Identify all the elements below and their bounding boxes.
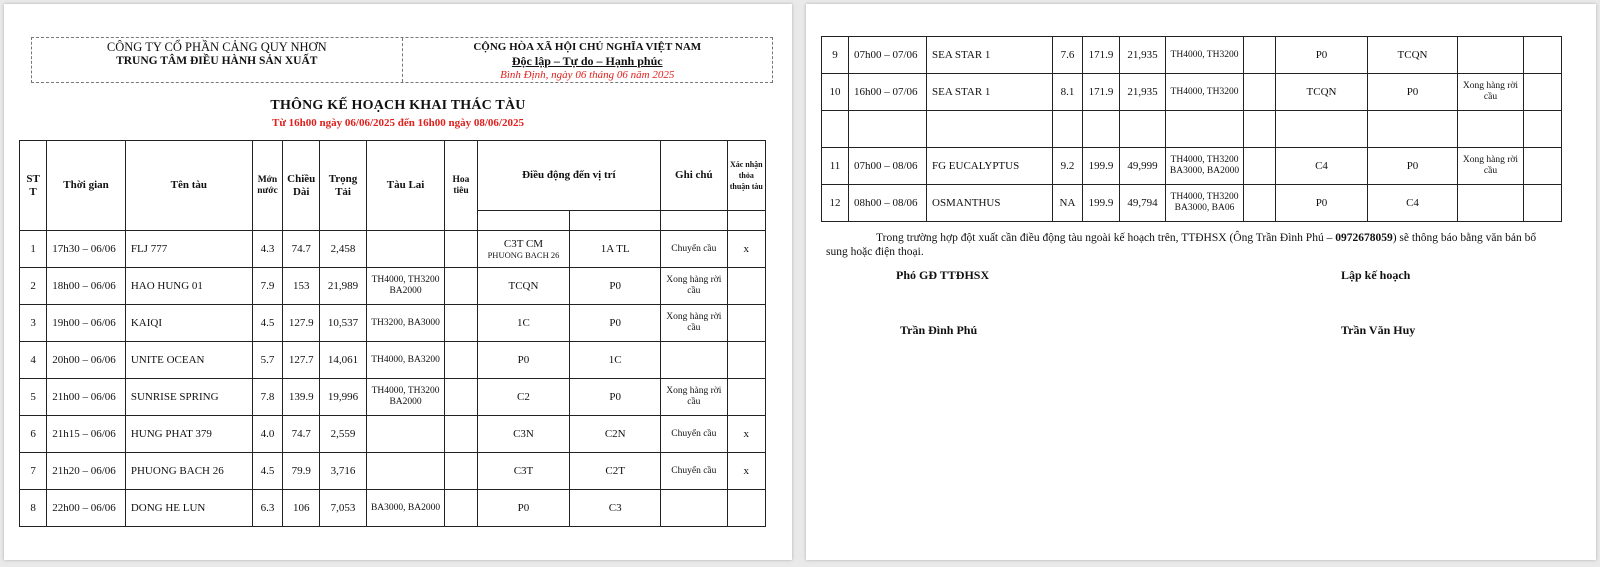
cell-draft: 4.5 (252, 453, 282, 490)
move-from-label: C3T CM (503, 237, 544, 250)
cell-length: 139.9 (283, 379, 320, 416)
cell-move-to: TCQN (1368, 37, 1458, 74)
cell-tonnage: 49,794 (1120, 185, 1166, 222)
cell-note (661, 490, 728, 527)
cell-draft: NA (1053, 185, 1083, 222)
cell-ship (927, 111, 1053, 148)
cell-time: 16h00 – 07/06 (849, 74, 927, 111)
cell-length: 199.9 (1083, 185, 1120, 222)
cell-time: 22h00 – 06/06 (47, 490, 126, 527)
cell-confirm (1524, 185, 1562, 222)
document-header (31, 37, 773, 83)
cell-length: 106 (283, 490, 320, 527)
cell-note (1458, 185, 1524, 222)
move-from-label: P0 (1315, 197, 1328, 209)
cell-ship: SEA STAR 1 (927, 74, 1053, 111)
cell-ship: DONG HE LUN (125, 490, 252, 527)
table-row (822, 185, 1562, 222)
cell-confirm: x (727, 416, 765, 453)
header-move: Điều động đến vị trí (477, 141, 660, 211)
table-row (20, 268, 766, 305)
header-ship: Tên tàu (125, 141, 252, 231)
cell-draft: 7.9 (252, 268, 282, 305)
signature-right-title: Lập kế hoạch (1341, 268, 1411, 282)
cell-pilot (1244, 148, 1276, 185)
cell-stt: 10 (822, 74, 849, 111)
cell-tonnage: 3,716 (320, 453, 366, 490)
cell-draft: 4.5 (252, 305, 282, 342)
cell-length: 199.9 (1083, 148, 1120, 185)
cell-move-to: C3 (570, 490, 661, 527)
cell-time: 21h15 – 06/06 (47, 416, 126, 453)
cell-tug (1166, 111, 1244, 148)
cell-confirm (727, 305, 765, 342)
cell-length (1083, 111, 1120, 148)
cell-move-to: P0 (570, 268, 661, 305)
table-row (20, 305, 766, 342)
cell-ship: KAIQI (125, 305, 252, 342)
move-from-label: C3N (513, 428, 534, 440)
cell-tug: TH4000, TH3200 (1166, 37, 1244, 74)
cell-move-from (1276, 148, 1368, 185)
cell-note (1458, 37, 1524, 74)
header-move-from (477, 211, 570, 231)
cell-time: 17h30 – 06/06 (47, 231, 126, 268)
move-from-label: C2 (517, 391, 530, 403)
cell-time: 07h00 – 07/06 (849, 37, 927, 74)
cell-draft: 9.2 (1053, 148, 1083, 185)
cell-stt: 1 (20, 231, 47, 268)
cell-time (849, 111, 927, 148)
cell-length: 79.9 (283, 453, 320, 490)
cell-stt: 5 (20, 379, 47, 416)
table-row (20, 342, 766, 379)
cell-move-from (477, 416, 570, 453)
cell-tug: TH4000, TH3200 BA2000 (366, 268, 445, 305)
cell-tonnage: 7,053 (320, 490, 366, 527)
cell-note: Xong hàng rời cầu (1458, 74, 1524, 111)
cell-tug: TH4000, TH3200 BA2000 (366, 379, 445, 416)
cell-move-to: C2N (570, 416, 661, 453)
document-page-2 (806, 4, 1596, 560)
cell-tonnage: 14,061 (320, 342, 366, 379)
company-block (32, 38, 403, 82)
cell-ship: OSMANTHUS (927, 185, 1053, 222)
contact-note (826, 231, 1546, 259)
cell-tug (366, 453, 445, 490)
cell-tonnage: 21,989 (320, 268, 366, 305)
cell-length: 171.9 (1083, 37, 1120, 74)
cell-move-to (1368, 111, 1458, 148)
cell-move-to: C4 (1368, 185, 1458, 222)
cell-length: 153 (283, 268, 320, 305)
move-from-label: C4 (1315, 160, 1328, 172)
cell-time: 08h00 – 08/06 (849, 185, 927, 222)
cell-tonnage: 49,999 (1120, 148, 1166, 185)
signature-left-title: Phó GĐ TTĐHSX (896, 268, 990, 282)
move-from-label: P0 (1315, 49, 1328, 61)
cell-tug: TH4000, TH3200 BA3000, BA06 (1166, 185, 1244, 222)
cell-pilot (1244, 185, 1276, 222)
cell-move-to: C2T (570, 453, 661, 490)
cell-confirm (727, 342, 765, 379)
cell-tug (366, 231, 445, 268)
cell-tonnage: 19,996 (320, 379, 366, 416)
cell-draft: 8.1 (1053, 74, 1083, 111)
cell-stt: 3 (20, 305, 47, 342)
header-draft: Mớn nước (252, 141, 282, 231)
table-row (20, 231, 766, 268)
cell-draft: 4.3 (252, 231, 282, 268)
schedule-table (19, 140, 766, 527)
document-title: THÔNG KẾ HOẠCH KHAI THÁC TÀU (270, 98, 526, 113)
cell-move-from (477, 231, 570, 268)
cell-length: 171.9 (1083, 74, 1120, 111)
cell-tonnage: 21,935 (1120, 37, 1166, 74)
cell-draft: 7.6 (1053, 37, 1083, 74)
cell-move-to: P0 (570, 305, 661, 342)
cell-time: 20h00 – 06/06 (47, 342, 126, 379)
cell-note: Chuyển cầu (661, 416, 728, 453)
schedule-table-continued (821, 36, 1562, 222)
table-row (822, 111, 1562, 148)
cell-move-to: P0 (570, 379, 661, 416)
cell-pilot (1244, 37, 1276, 74)
document-date: Bình Định, ngày 06 tháng 06 năm 2025 (500, 69, 675, 81)
cell-move-from (477, 379, 570, 416)
cell-note: Xong hàng rời cầu (661, 305, 728, 342)
cell-move-from (477, 305, 570, 342)
move-from-label: 1C (517, 317, 530, 329)
header-note: Ghi chú (661, 141, 728, 211)
move-from-label: TCQN (1306, 86, 1337, 98)
header-confirm: Xác nhận thỏa thuận tàu (727, 141, 765, 211)
cell-move-to: 1C (570, 342, 661, 379)
cell-tug: TH4000, BA3200 (366, 342, 445, 379)
cell-move-from (477, 342, 570, 379)
cell-stt: 4 (20, 342, 47, 379)
cell-length: 74.7 (283, 416, 320, 453)
cell-note: Xong hàng rời cầu (661, 268, 728, 305)
cell-ship: HAO HUNG 01 (125, 268, 252, 305)
table-row (822, 148, 1562, 185)
nation-motto: Độc lập – Tự do – Hạnh phúc (511, 54, 663, 68)
department-name: TRUNG TÂM ĐIỀU HÀNH SẢN XUẤT (116, 55, 318, 67)
cell-draft: 6.3 (252, 490, 282, 527)
cell-stt: 8 (20, 490, 47, 527)
cell-move-from (477, 268, 570, 305)
cell-tonnage: 10,537 (320, 305, 366, 342)
cell-confirm: x (727, 231, 765, 268)
cell-tonnage (1120, 111, 1166, 148)
cell-stt: 2 (20, 268, 47, 305)
cell-tug: TH4000, TH3200 BA3000, BA2000 (1166, 148, 1244, 185)
table-row (20, 416, 766, 453)
cell-ship: SUNRISE SPRING (125, 379, 252, 416)
move-from-label: C3T (513, 465, 534, 477)
company-name: CÔNG TY CỔ PHẦN CẢNG QUY NHƠN (106, 40, 327, 54)
cell-pilot (445, 305, 477, 342)
cell-ship: FG EUCALYPTUS (927, 148, 1053, 185)
header-tug: Tàu Lai (366, 141, 445, 231)
cell-pilot (1244, 111, 1276, 148)
cell-time: 18h00 – 06/06 (47, 268, 126, 305)
cell-pilot (445, 231, 477, 268)
cell-stt: 6 (20, 416, 47, 453)
cell-note: Xong hàng rời cầu (661, 379, 728, 416)
cell-tonnage: 2,559 (320, 416, 366, 453)
cell-confirm (727, 379, 765, 416)
cell-stt: 9 (822, 37, 849, 74)
cell-note: Xong hàng rời cầu (1458, 148, 1524, 185)
cell-move-to: P0 (1368, 148, 1458, 185)
cell-pilot (445, 379, 477, 416)
header-note-sub (661, 211, 728, 231)
cell-note (661, 342, 728, 379)
nation-name: CỘNG HÒA XÃ HỘI CHỦ NGHĨA VIỆT NAM (473, 41, 702, 53)
cell-confirm (1524, 74, 1562, 111)
contact-phone: 0972678059 (1335, 232, 1393, 244)
cell-time: 21h00 – 06/06 (47, 379, 126, 416)
cell-ship: FLJ 777 (125, 231, 252, 268)
header-length: Chiều Dài (283, 141, 320, 231)
cell-pilot (445, 342, 477, 379)
cell-note: Chuyển cầu (661, 231, 728, 268)
cell-stt: 11 (822, 148, 849, 185)
cell-tug: BA3000, BA2000 (366, 490, 445, 527)
cell-move-from (1276, 185, 1368, 222)
cell-ship: SEA STAR 1 (927, 37, 1053, 74)
signature-left-name: Trần Đình Phú (900, 323, 978, 337)
cell-move-from (1276, 74, 1368, 111)
cell-length: 74.7 (283, 231, 320, 268)
cell-ship: HUNG PHAT 379 (125, 416, 252, 453)
move-from-label: P0 (517, 354, 530, 366)
cell-move-from (1276, 111, 1368, 148)
cell-tug: TH4000, TH3200 (1166, 74, 1244, 111)
cell-stt (822, 111, 849, 148)
table-row (822, 37, 1562, 74)
signature-right-name: Trần Văn Huy (1341, 323, 1416, 337)
table-row (20, 379, 766, 416)
header-pilot: Hoa tiêu (445, 141, 477, 231)
cell-pilot (1244, 74, 1276, 111)
header-stt: ST T (20, 141, 47, 231)
cell-move-from (477, 490, 570, 527)
cell-confirm (1524, 111, 1562, 148)
cell-move-to: P0 (1368, 74, 1458, 111)
cell-pilot (445, 490, 477, 527)
cell-move-from (477, 453, 570, 490)
cell-ship: UNITE OCEAN (125, 342, 252, 379)
cell-time: 19h00 – 06/06 (47, 305, 126, 342)
cell-length: 127.9 (283, 305, 320, 342)
cell-tonnage: 21,935 (1120, 74, 1166, 111)
cell-stt: 7 (20, 453, 47, 490)
move-from-sublabel: PHUONG BACH 26 (487, 249, 560, 260)
cell-stt: 12 (822, 185, 849, 222)
header-tonnage: Trọng Tải (320, 141, 366, 231)
table-row (20, 453, 766, 490)
cell-draft: 4.0 (252, 416, 282, 453)
move-from-label: P0 (517, 502, 530, 514)
header-confirm-sub (727, 211, 765, 231)
header-time: Thời gian (47, 141, 126, 231)
document-page-1 (4, 4, 792, 560)
cell-tug (366, 416, 445, 453)
cell-time: 21h20 – 06/06 (47, 453, 126, 490)
note-text-after: ) sẽ thông báo bằng văn bản bổ sung hoặc điện thoại. (826, 232, 1537, 258)
cell-pilot (445, 416, 477, 453)
cell-pilot (445, 453, 477, 490)
cell-tonnage: 2,458 (320, 231, 366, 268)
cell-draft: 5.7 (252, 342, 282, 379)
cell-pilot (445, 268, 477, 305)
cell-confirm (727, 268, 765, 305)
header-move-to (570, 211, 661, 231)
cell-confirm (727, 490, 765, 527)
cell-ship: PHUONG BACH 26 (125, 453, 252, 490)
table-row (20, 490, 766, 527)
table-row (822, 74, 1562, 111)
cell-tug: TH3200, BA3000 (366, 305, 445, 342)
nation-block (403, 38, 773, 82)
move-from-label: TCQN (508, 280, 539, 292)
cell-draft: 7.8 (252, 379, 282, 416)
cell-note (1458, 111, 1524, 148)
cell-note: Chuyển cầu (661, 453, 728, 490)
cell-move-to: 1A TL (570, 231, 661, 268)
cell-confirm: x (727, 453, 765, 490)
cell-time: 07h00 – 08/06 (849, 148, 927, 185)
cell-length: 127.7 (283, 342, 320, 379)
cell-confirm (1524, 37, 1562, 74)
cell-move-from (1276, 37, 1368, 74)
cell-draft (1053, 111, 1083, 148)
cell-confirm (1524, 148, 1562, 185)
document-subtitle: Từ 16h00 ngày 06/06/2025 đến 16h00 ngày 08/06/2025 (271, 117, 524, 129)
note-text-before: Trong trường hợp đột xuất cần điều động tàu ngoài kế hoạch trên, TTĐHSX (Ông Trần Đình Phú – (876, 232, 1336, 244)
